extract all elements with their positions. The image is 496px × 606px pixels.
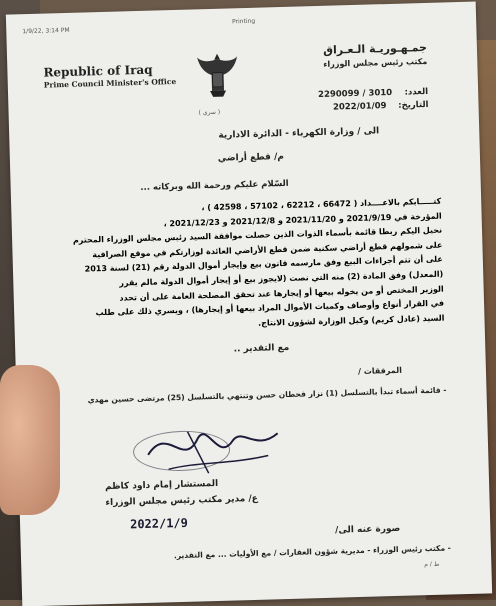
copy-to-line: - مكتب رئيس الوزراء - مديرية شؤون العقارات / مع الأوليات ... مع التقدير.	[173, 543, 452, 561]
body-line: (المعدل) وفق المادة (2) منه التي نصت (لايجوز بيع أو إيجار أموال الدولة مالم يقرر	[119, 269, 444, 288]
header-ar-subtitle: مكتب رئيس مجلس الوزراء	[323, 56, 428, 69]
date-value: 2022/01/09	[332, 101, 387, 113]
body-line: على شمولهم قطع أراضي سكنية ضمن قطع الأراضي العائدة لوزارتكم في موقع الصرافية	[92, 240, 443, 260]
letter-body	[41, 195, 445, 337]
print-timestamp: 1/9/22, 3:14 PM	[22, 26, 70, 36]
date-label: التاريخ:	[397, 99, 429, 111]
body-line: في القرار أنواع وأوصاف وكميات الأموال المراد بيعها أو إيجارها) ، ويسري ذلك على طلب	[95, 298, 445, 318]
body-line: كتـــــابكم بالاعــــداد ( 66472 ، 62212 ، 57102 ، 42598 ) ،	[201, 196, 442, 213]
eagle-emblem-icon	[195, 50, 240, 105]
hand-holding-paper	[0, 365, 60, 515]
copy-to-label: صورة عنه الى/	[334, 523, 401, 536]
letter-paper	[6, 2, 492, 606]
number-value: 2290099 / 3010	[317, 87, 393, 100]
emblem-caption: ( سري )	[198, 108, 221, 117]
body-line: الوزير المختص أو من يخوله بيعها أو إيجارها عند تحقق المصلحة العامة على أن تحدد	[119, 284, 444, 303]
body-line: المؤرخة في 2021/9/19 و 2021/11/20 و 2021/12/8 و 2021/12/23 ،	[163, 211, 442, 228]
signatory-title: ع/ مدير مكتب رئيس مجلس الوزراء	[105, 493, 259, 509]
body-line: السيد (عادل كريم) وكيل الوزارة لشؤون الانتاج.	[257, 313, 445, 328]
body-line: على أن تتم أجراءات البيع وفق مارسمه قانون بيع وإيجار أموال الدولة رقم (21) لسنة 2013	[84, 254, 443, 274]
signatory-name: المستشار إمام داود كاظم	[104, 478, 219, 493]
header-en-subtitle: Prime Council Minister's Office	[43, 76, 177, 90]
signature-icon	[137, 411, 289, 485]
attachments-item: - قائمة أسماء تبدأ بالتسلسل (1) نزار قحطان حسن وتنتهي بالتسلسل (25) مرتضى حسين مهدي	[87, 385, 447, 405]
header-en-title: Republic of Iraq	[43, 62, 153, 80]
number-label: العدد:	[404, 86, 429, 98]
letter-subject: م/ قطع أراضي	[217, 151, 285, 164]
letter-greeting: السّلام عليكم ورحمة الله وبركاته ...	[140, 178, 289, 193]
attachments-label: المرفقات /	[357, 365, 403, 376]
body-line: نحيل اليكم ربطا قائمة بأسماء الذوات الذين حصلت موافقة السيد رئيس مجلس الوزراء المحترم	[72, 225, 443, 246]
copy-to-ref: ط / م	[424, 560, 440, 569]
printing-label: Printing	[232, 17, 256, 26]
signatory-date: 2022/1/9	[129, 515, 189, 532]
letter-closing: مع التقدير ..	[233, 342, 290, 355]
letter-to: الى / وزارة الكهرباء - الدائرة الادارية	[218, 126, 380, 141]
header-ar-title: جمـهـوريـة الـعـراق	[322, 40, 428, 57]
